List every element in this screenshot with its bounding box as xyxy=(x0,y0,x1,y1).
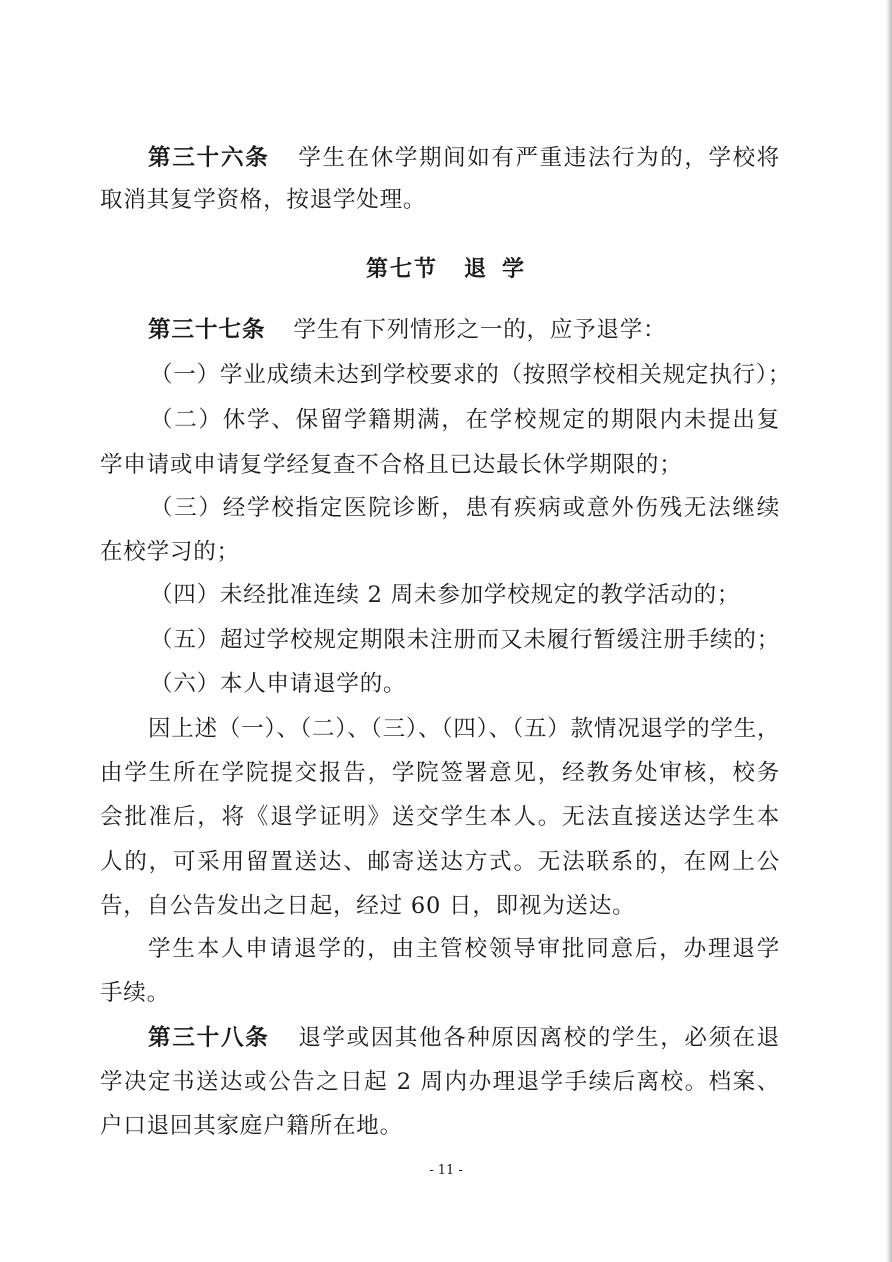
article-36-line-1 xyxy=(148,143,780,173)
article-37-item-1: （一）学业成绩未达到学校要求的（按照学校相关规定执行）； xyxy=(150,362,792,388)
article-37-para1-line-4: 人的，可采用留置送达、邮寄送达方式。无法联系的，在网上公 xyxy=(100,849,780,875)
article-37-item-3-cont: 在校学习的； xyxy=(100,539,240,565)
article-37-item-2-cont: 学申请或申请复学经复查不合格且已达最长休学期限的； xyxy=(100,452,683,478)
article-36-label: 第三十六条 xyxy=(148,145,270,171)
page-number: - 11 - xyxy=(429,1163,463,1178)
scan-edge-shadow xyxy=(886,0,892,1262)
article-36-line-2: 取消其复学资格，按退学处理。 xyxy=(100,187,427,213)
article-38-line-1 xyxy=(148,1023,780,1053)
article-37-para1-line-1: 因上述（一）、（二）、（三）、（四）、（五）款情况退学的学生， xyxy=(148,716,781,742)
article-38-line-2: 学决定书送达或公告之日起 2 周内办理退学手续后离校。档案、 xyxy=(100,1069,780,1095)
article-37-item-4: （四）未经批准连续 2 周未参加学校规定的教学活动的； xyxy=(150,582,741,608)
article-37-para2-line-1: 学生本人申请退学的，由主管校领导审批同意后，办理退学 xyxy=(148,936,780,962)
article-37-intro: 学生有下列情形之一的，应予退学： xyxy=(293,317,667,343)
article-37-line-1 xyxy=(148,315,666,345)
section-title-char-2: 学 xyxy=(502,256,527,282)
article-37-para1-line-5: 告，自公告发出之日起，经过 60 日，即视为送达。 xyxy=(100,893,636,919)
article-37-label: 第三十七条 xyxy=(148,317,266,343)
section-title-char-1: 退 xyxy=(463,256,488,282)
article-37-item-5: （五）超过学校规定期限未注册而又未履行暂缓注册手续的； xyxy=(150,627,780,653)
article-37-para1-line-2: 由学生所在学院提交报告，学院签署意见，经教务处审核，校务 xyxy=(100,760,780,786)
article-37-item-6: （六）本人申请退学的。 xyxy=(150,671,407,697)
article-38-label: 第三十八条 xyxy=(148,1025,270,1051)
section-number: 第七节 xyxy=(365,256,438,282)
article-37-item-2: （二）休学、保留学籍期满，在学校规定的期限内未提出复 xyxy=(150,407,780,433)
article-37-para2-line-2: 手续。 xyxy=(100,980,170,1006)
article-38-line-3: 户口退回其家庭户籍所在地。 xyxy=(100,1113,403,1139)
article-38-text: 退学或因其他各种原因离校的学生，必须在退 xyxy=(297,1025,780,1051)
article-37-para1-line-3: 会批准后，将《退学证明》送交学生本人。无法直接送达学生本 xyxy=(100,804,780,830)
section-heading xyxy=(0,252,892,283)
article-36-text: 学生在休学期间如有严重违法行为的，学校将 xyxy=(297,145,780,171)
article-37-item-3: （三）经学校指定医院诊断，患有疾病或意外伤残无法继续 xyxy=(150,495,780,521)
